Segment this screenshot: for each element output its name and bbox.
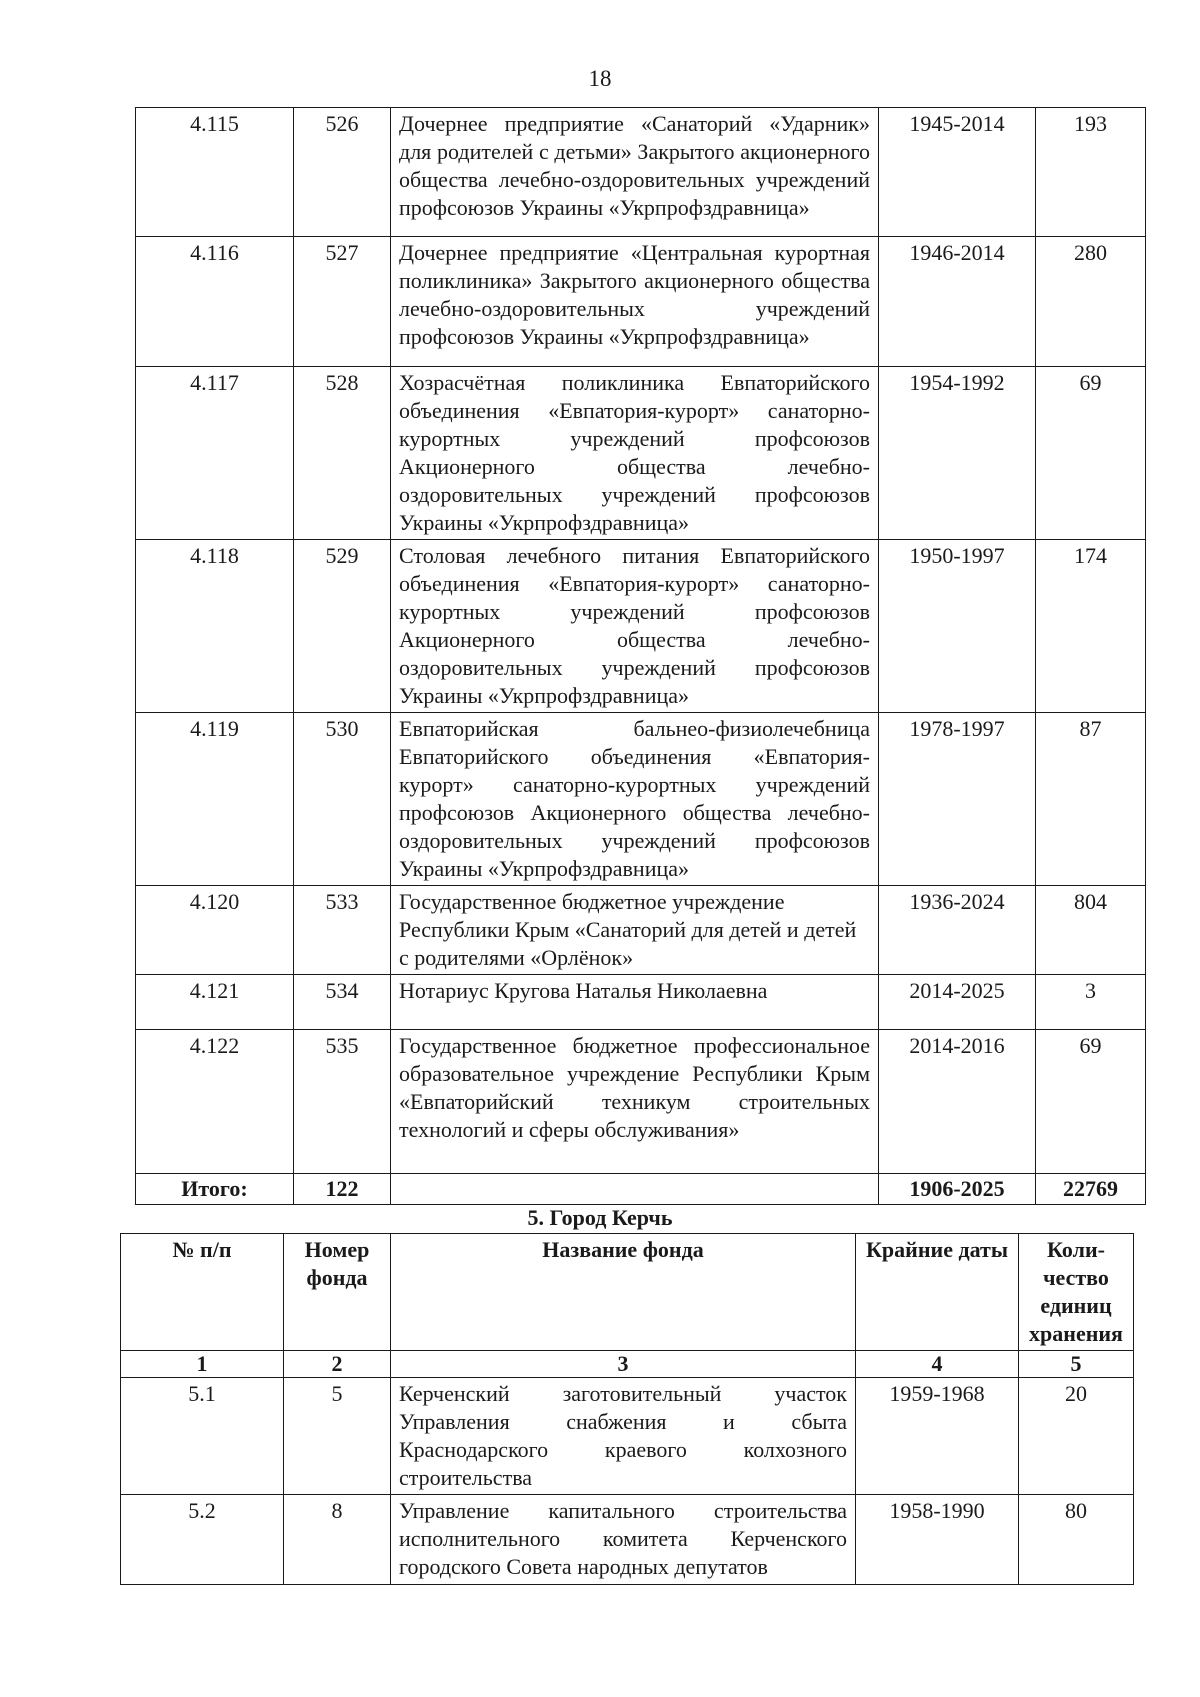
row-number: 4.120 xyxy=(136,886,294,975)
total-fond-count: 122 xyxy=(294,1174,391,1205)
column-number-row xyxy=(121,1351,1134,1378)
column-number: 5 xyxy=(1019,1351,1134,1378)
date-range: 1946-2014 xyxy=(879,237,1036,367)
table-row xyxy=(136,237,1146,367)
column-number: 1 xyxy=(121,1351,284,1378)
date-range: 1959-1968 xyxy=(856,1378,1019,1495)
storage-count: 69 xyxy=(1036,1030,1146,1174)
fond-number: 528 xyxy=(294,367,391,540)
total-label: Итого: xyxy=(136,1174,294,1205)
date-range: 1978-1997 xyxy=(879,713,1036,886)
page-number: 18 xyxy=(588,66,612,91)
storage-count: 87 xyxy=(1036,713,1146,886)
fond-name: Дочернее предприятие «Санаторий «Ударник» для родителей с детьми» Закрытого акционерного общества лечебно-оздоровительных учреждений профсоюзов Украины «Укрпрофздравница» xyxy=(391,108,879,237)
header-row-number: № п/п xyxy=(121,1234,284,1351)
fond-name: Евпаторийская бальнео-физиолечебница Евпаторийского объединения «Евпатория-курорт» санаторно-курортных учреждений профсоюзов Акционерного общества лечебно-оздоровительных учреждений профсоюзов Украины «Укрпрофздравница» xyxy=(391,713,879,886)
table-row xyxy=(136,367,1146,540)
date-range: 1958-1990 xyxy=(856,1495,1019,1585)
header-fond-number: Номер фонда xyxy=(284,1234,391,1351)
funds-table-kerch xyxy=(120,1233,1134,1585)
storage-count: 20 xyxy=(1019,1378,1134,1495)
fond-number: 533 xyxy=(294,886,391,975)
table-row xyxy=(136,886,1146,975)
row-number: 4.119 xyxy=(136,713,294,886)
date-range: 1954-1992 xyxy=(879,367,1036,540)
column-number: 3 xyxy=(391,1351,856,1378)
storage-count: 280 xyxy=(1036,237,1146,367)
row-number: 4.121 xyxy=(136,975,294,1030)
fond-name: Государственное бюджетное профессиональное образовательное учреждение Республики Крым «Евпаторийский техникум строительных технологий и сферы обслуживания» xyxy=(391,1030,879,1174)
table-row xyxy=(136,975,1146,1030)
fond-number: 8 xyxy=(284,1495,391,1585)
fond-name: Государственное бюджетное учреждение Республики Крым «Санаторий для детей и детей с родителями «Орлёнок» xyxy=(391,886,879,975)
table-header-row xyxy=(121,1234,1134,1351)
row-number: 5.1 xyxy=(121,1378,284,1495)
table-row xyxy=(136,713,1146,886)
row-number: 4.122 xyxy=(136,1030,294,1174)
total-row xyxy=(136,1174,1146,1205)
fond-number: 529 xyxy=(294,540,391,713)
table-row xyxy=(136,1030,1146,1174)
fond-number: 526 xyxy=(294,108,391,237)
fond-number: 527 xyxy=(294,237,391,367)
storage-count: 804 xyxy=(1036,886,1146,975)
header-fond-name: Название фонда xyxy=(391,1234,856,1351)
storage-count: 80 xyxy=(1019,1495,1134,1585)
column-number: 2 xyxy=(284,1351,391,1378)
total-empty-cell xyxy=(391,1174,879,1205)
row-number: 4.116 xyxy=(136,237,294,367)
date-range: 2014-2025 xyxy=(879,975,1036,1030)
fond-name: Дочернее предприятие «Центральная курортная поликлиника» Закрытого акционерного общества лечебно-оздоровительных учреждений профсоюзов Украины «Укрпрофздравница» xyxy=(391,237,879,367)
section-title: 5. Город Керчь xyxy=(527,1205,673,1230)
date-range: 2014-2016 xyxy=(879,1030,1036,1174)
fond-number: 530 xyxy=(294,713,391,886)
total-date-range: 1906-2025 xyxy=(879,1174,1036,1205)
table-row xyxy=(121,1495,1134,1585)
row-number: 4.117 xyxy=(136,367,294,540)
fond-name: Столовая лечебного питания Евпаторийского объединения «Евпатория-курорт» санаторно-курортных учреждений профсоюзов Акционерного общества лечебно-оздоровительных учреждений профсоюзов Украины «Укрпрофздравница» xyxy=(391,540,879,713)
fond-number: 535 xyxy=(294,1030,391,1174)
fond-number: 5 xyxy=(284,1378,391,1495)
column-number: 4 xyxy=(856,1351,1019,1378)
storage-count: 69 xyxy=(1036,367,1146,540)
table-row xyxy=(121,1378,1134,1495)
fond-name: Управление капитального строительства исполнительного комитета Керченского городского Совета народных депутатов xyxy=(391,1495,856,1585)
fond-number: 534 xyxy=(294,975,391,1030)
date-range: 1936-2024 xyxy=(879,886,1036,975)
table-row xyxy=(136,540,1146,713)
fond-name: Хозрасчётная поликлиника Евпаторийского объединения «Евпатория-курорт» санаторно-курортных учреждений профсоюзов Акционерного общества лечебно-оздоровительных учреждений профсоюзов Украины «Укрпрофздравница» xyxy=(391,367,879,540)
row-number: 5.2 xyxy=(121,1495,284,1585)
header-storage-count: Коли-чество единиц хранения xyxy=(1019,1234,1134,1351)
storage-count: 193 xyxy=(1036,108,1146,237)
table-row xyxy=(136,108,1146,237)
fond-name: Керченский заготовительный участок Управления снабжения и сбыта Краснодарского краевого колхозного строительства xyxy=(391,1378,856,1495)
date-range: 1945-2014 xyxy=(879,108,1036,237)
row-number: 4.118 xyxy=(136,540,294,713)
storage-count: 174 xyxy=(1036,540,1146,713)
total-storage-count: 22769 xyxy=(1036,1174,1146,1205)
row-number: 4.115 xyxy=(136,108,294,237)
date-range: 1950-1997 xyxy=(879,540,1036,713)
funds-table-evpatoria xyxy=(135,107,1146,1205)
fond-name: Нотариус Кругова Наталья Николаевна xyxy=(391,975,879,1030)
header-date-range: Крайние даты xyxy=(856,1234,1019,1351)
storage-count: 3 xyxy=(1036,975,1146,1030)
